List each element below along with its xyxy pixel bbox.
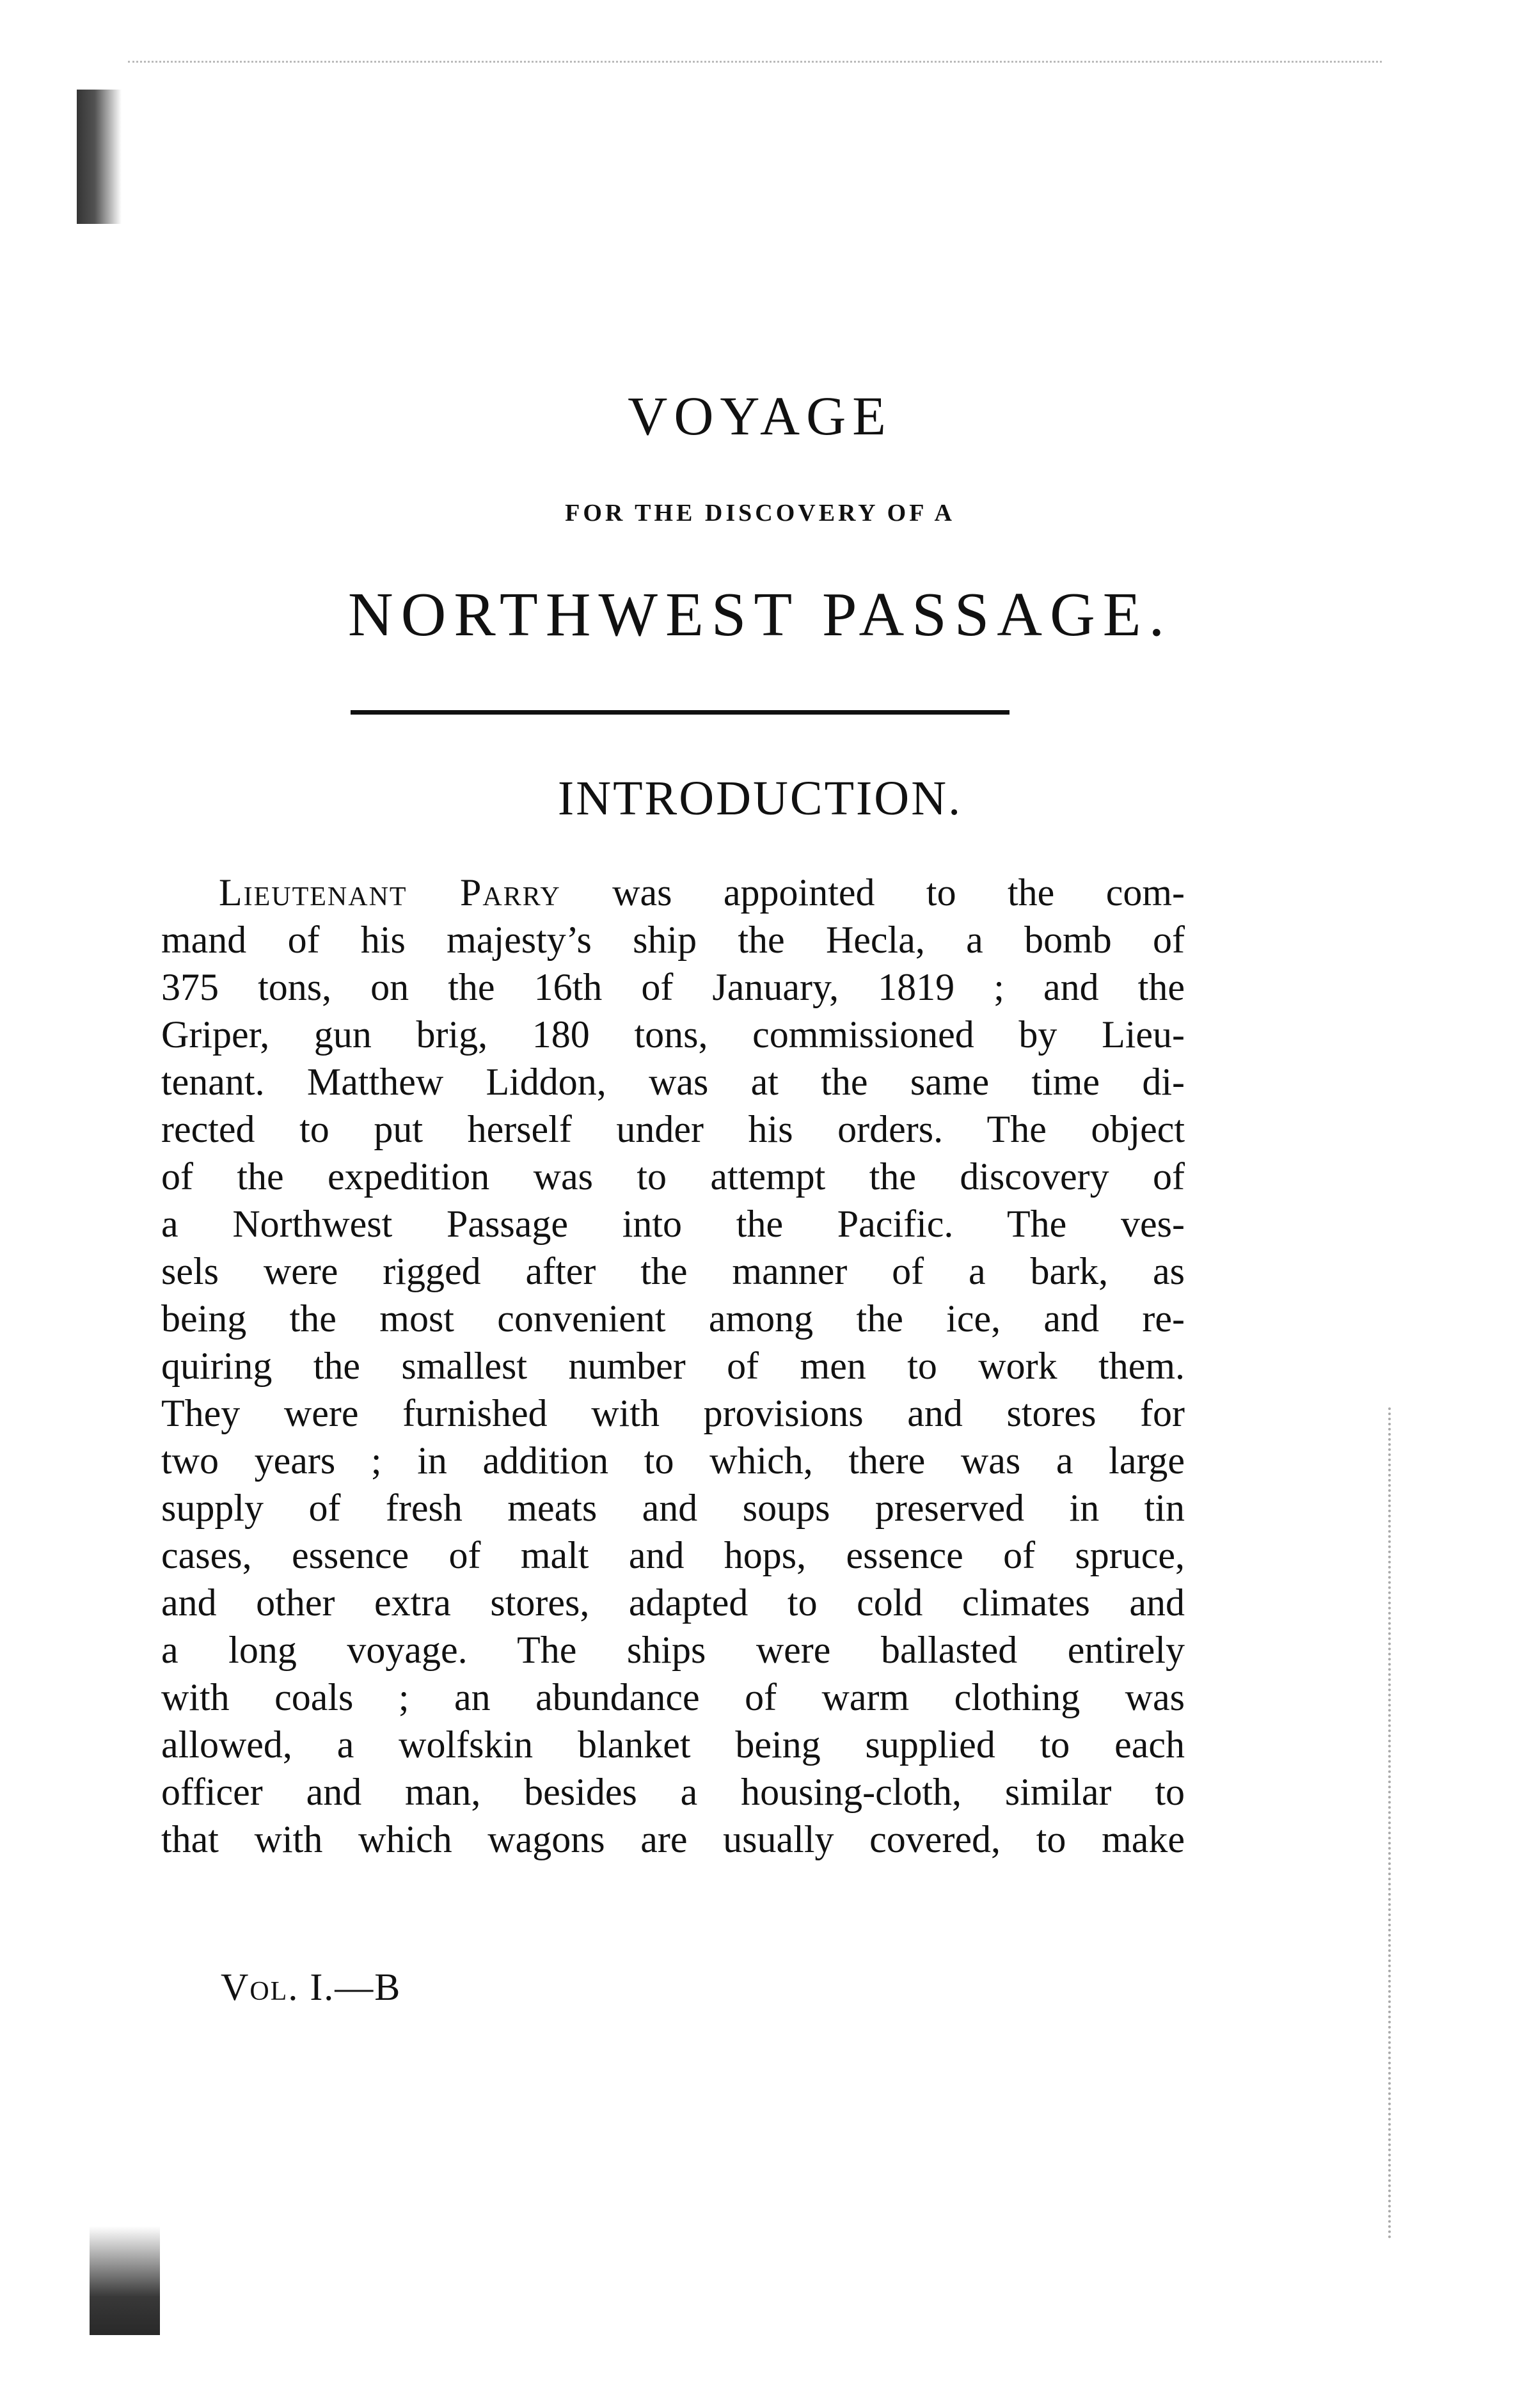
signature-mark: Vol. I.—B [221,1966,402,2008]
body-line: with coals ; an abundance of warm clothing was [161,1676,1185,1718]
body-line: being the most convenient among the ice, and re- [161,1297,1185,1340]
title-voyage: VOYAGE [628,385,892,447]
body-line: 375 tons, on the 16th of January, 1819 ; and the [161,966,1185,1008]
section-heading: INTRODUCTION. [557,772,963,825]
scan-shadow-bottom-left [90,2226,160,2335]
body-line: that with which wagons are usually covered, to make [161,1818,1185,1860]
body-line: quiring the smallest number of men to work them. [161,1345,1185,1387]
body-line: supply of fresh meats and soups preserved in tin [161,1487,1185,1529]
title-northwest-passage: NORTHWEST PASSAGE. [347,580,1173,649]
body-line: and other extra stores, adapted to cold climates and [161,1581,1185,1624]
body-line: a long voyage. The ships were ballasted entirely [161,1629,1185,1671]
scan-edge-top [128,61,1382,67]
body-line: They were furnished with provisions and stores for [161,1392,1185,1434]
body-line: a Northwest Passage into the Pacific. The ves- [161,1203,1185,1245]
body-line: allowed, a wolfskin blanket being supplied to each [161,1723,1185,1766]
body-line: two years ; in addition to which, there was a large [161,1439,1185,1482]
scan-shadow-top-left [77,90,122,224]
lead-name: Lieutenant Parry [219,871,561,914]
body-line [161,869,1185,916]
body-text [161,869,1185,1863]
body-line: mand of his majesty’s ship the Hecla, a bomb of [161,919,1185,961]
body-line: rected to put herself under his orders. The object [161,1108,1185,1150]
body-line: Griper, gun brig, 180 tons, commissioned by Lieu- [161,1013,1185,1056]
lead-rest: was appointed to the com- [560,871,1185,914]
title-rule [351,710,1009,715]
body-line: tenant. Matthew Liddon, was at the same time di- [161,1061,1185,1103]
body-line: cases, essence of malt and hops, essence of spruce, [161,1534,1185,1576]
scan-edge-right [1388,1407,1397,2239]
body-line: of the expedition was to attempt the discovery of [161,1155,1185,1198]
body-line: officer and man, besides a housing-cloth, similar to [161,1771,1185,1813]
title-subline: FOR THE DISCOVERY OF A [565,500,955,527]
body-line: sels were rigged after the manner of a bark, as [161,1250,1185,1292]
